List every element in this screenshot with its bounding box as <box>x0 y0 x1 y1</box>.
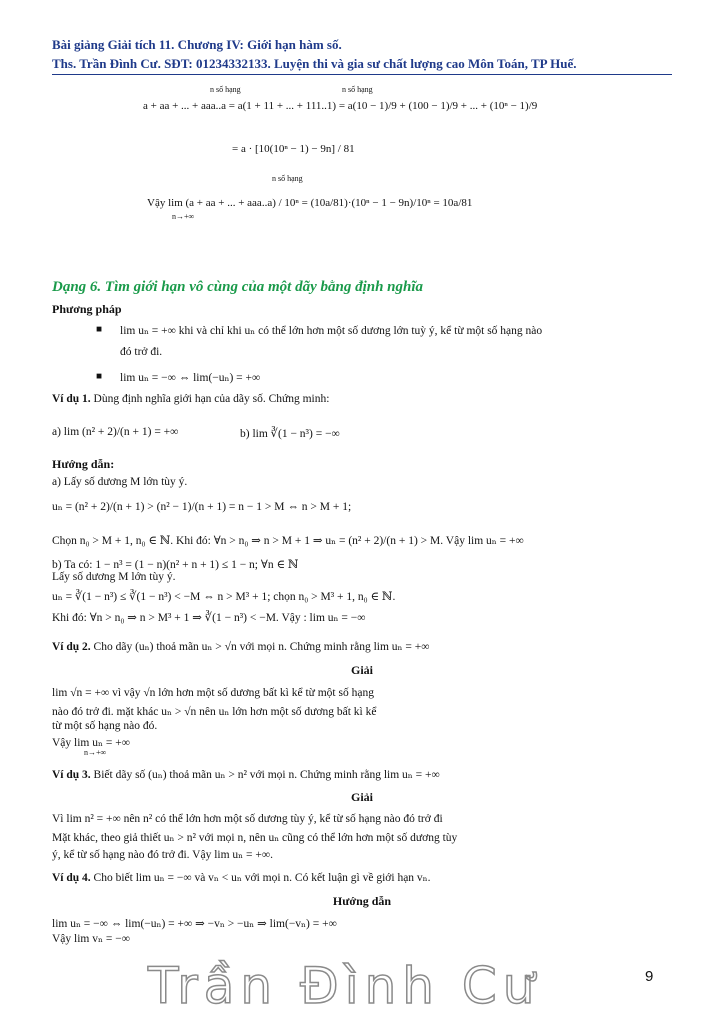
example-1-line-4: b) Ta có: 1 − n³ = (1 − n)(n² + n + 1) ≤ 1 − n; ∀n ∈ ℕ <box>52 559 299 571</box>
bullet-icon: ■ <box>96 324 103 335</box>
example-1-text: Dùng định nghĩa giới hạn của dãy số. Chứng minh: <box>90 393 330 405</box>
header-line-1: Bài giảng Giải tích 11. Chương IV: Giới hạn hàm số. <box>52 37 342 52</box>
example-1-line-6: uₙ = ∛(1 − n³) ≤ ∛(1 − n³) < −M ⇔ n > M³ + 1; chọn n₀ > M³ + 1, n₀ ∈ ℕ. <box>52 591 396 603</box>
example-2-solution-heading: Giải <box>350 663 373 677</box>
example-3-line-2: Mặt khác, theo giả thiết uₙ > n² với mọi n, nên uₙ cũng có thể lớn hơn một số dương tùy <box>52 832 458 844</box>
example-2-line-2: nào đó trở đi. mặt khác uₙ > √n nên uₙ lớn hơn một số dương bất kì kể <box>52 706 377 718</box>
method-heading: Phương pháp <box>52 302 122 316</box>
example-2-line-3: từ một số hạng nào đó. <box>52 720 158 732</box>
example-2-line-4: Vậy lim uₙ = +∞ <box>52 737 130 749</box>
example-3-line-3: ý, kể từ số hạng nào đó trở đi. Vậy lim uₙ = +∞. <box>52 849 273 861</box>
limit-subscript: n→+∞ <box>172 212 195 221</box>
example-2-limit-subscript: n→+∞ <box>84 748 107 757</box>
math-equation-1: a + aa + ... + aaa..a = a(1 + 11 + ... + 111..1) = a(10 − 1)/9 + (100 − 1)/9 + ... + (10ⁿ − 1)/9 <box>143 100 538 112</box>
example-2-label: Ví dụ 2. <box>52 641 91 653</box>
example-1-line-7: Khi đó: ∀n > n₀ ⇒ n > M³ + 1 ⇒ ∛(1 − n³) < −M. Vậy : lim uₙ = −∞ <box>52 612 366 624</box>
page-number: 9 <box>645 968 654 985</box>
bullet-1-continuation: đó trở đi. <box>120 346 163 358</box>
bullet-icon: ■ <box>96 371 103 382</box>
example-1-guide-heading: Hướng dẫn: <box>52 457 115 471</box>
example-4-guide-heading: Hướng dẫn <box>332 894 392 908</box>
author-watermark: Trần Đình Cư <box>148 957 541 1015</box>
header-divider <box>52 74 672 75</box>
example-3-line-1: Vì lim n² = +∞ nên n² có thể lớn hơn một số dương tùy ý, kể từ số hạng nào đó trở đi <box>52 813 443 825</box>
example-3-solution-heading: Giải <box>350 790 373 804</box>
header-line-2: Ths. Trần Đình Cư. SĐT: 01234332133. Luyện thi và gia sư chất lượng cao Môn Toán, TP Huế. <box>52 56 577 71</box>
example-3-text: Biết dãy số (uₙ) thoả mãn uₙ > n² với mọi n. Chứng minh rằng lim uₙ = +∞ <box>90 769 440 781</box>
example-4-line-2: Vậy lim vₙ = −∞ <box>52 933 130 945</box>
section-title: Dạng 6. Tìm giới hạn vô cùng của một dãy bằng định nghĩa <box>52 279 424 295</box>
bullet-2-text: lim uₙ = −∞ ⇔ lim(−uₙ) = +∞ <box>120 372 261 384</box>
example-1-part-a: a) lim (n² + 2)/(n + 1) = +∞ <box>52 426 179 438</box>
example-4-text: Cho biết lim uₙ = −∞ và vₙ < uₙ với mọi n. Có kết luận gì về giới hạn vₙ. <box>90 872 431 884</box>
example-1-line-1: a) Lấy số dương M lớn tùy ý. <box>52 476 188 488</box>
example-1-part-b: b) lim ∛(1 − n³) = −∞ <box>240 428 340 440</box>
example-4-line-1: lim uₙ = −∞ ⇔ lim(−uₙ) = +∞ ⇒ −vₙ > −uₙ ⇒ lim(−vₙ) = +∞ <box>52 918 337 930</box>
example-3-label: Ví dụ 3. <box>52 769 91 781</box>
n-terms-label-2: n số hạng <box>342 85 373 94</box>
math-equation-2: = a · [10(10ⁿ − 1) − 9n] / 81 <box>232 143 355 155</box>
example-1-line-3: Chọn n₀ > M + 1, n₀ ∈ ℕ. Khi đó: ∀n > n₀ ⇒ n > M + 1 ⇒ uₙ = (n² + 2)/(n + 1) > M. Vậy lim uₙ = +∞ <box>52 535 524 547</box>
bullet-1-text: lim uₙ = +∞ khi và chỉ khi uₙ có thể lớn hơn một số dương lớn tuỳ ý, kể từ một số hạng nào <box>120 325 543 337</box>
example-1-label: Ví dụ 1. <box>52 393 91 405</box>
example-2-text: Cho dãy (uₙ) thoả mãn uₙ > √n với mọi n. Chứng minh rằng lim uₙ = +∞ <box>90 641 430 653</box>
example-4-label: Ví dụ 4. <box>52 872 91 884</box>
example-1-line-5: Lấy số dương M lớn tùy ý. <box>52 571 176 583</box>
example-2-line-1: lim √n = +∞ vì vậy √n lớn hơn một số dương bất kì kể từ một số hạng <box>52 687 374 699</box>
n-terms-label-3: n số hạng <box>272 174 303 183</box>
n-terms-label-1: n số hạng <box>210 85 241 94</box>
example-1-line-2: uₙ = (n² + 2)/(n + 1) > (n² − 1)/(n + 1) = n − 1 > M ⇔ n > M + 1; <box>52 501 352 513</box>
math-equation-3: Vậy lim (a + aa + ... + aaa..a) / 10ⁿ = (10a/81)·(10ⁿ − 1 − 9n)/10ⁿ = 10a/81 <box>147 197 473 209</box>
